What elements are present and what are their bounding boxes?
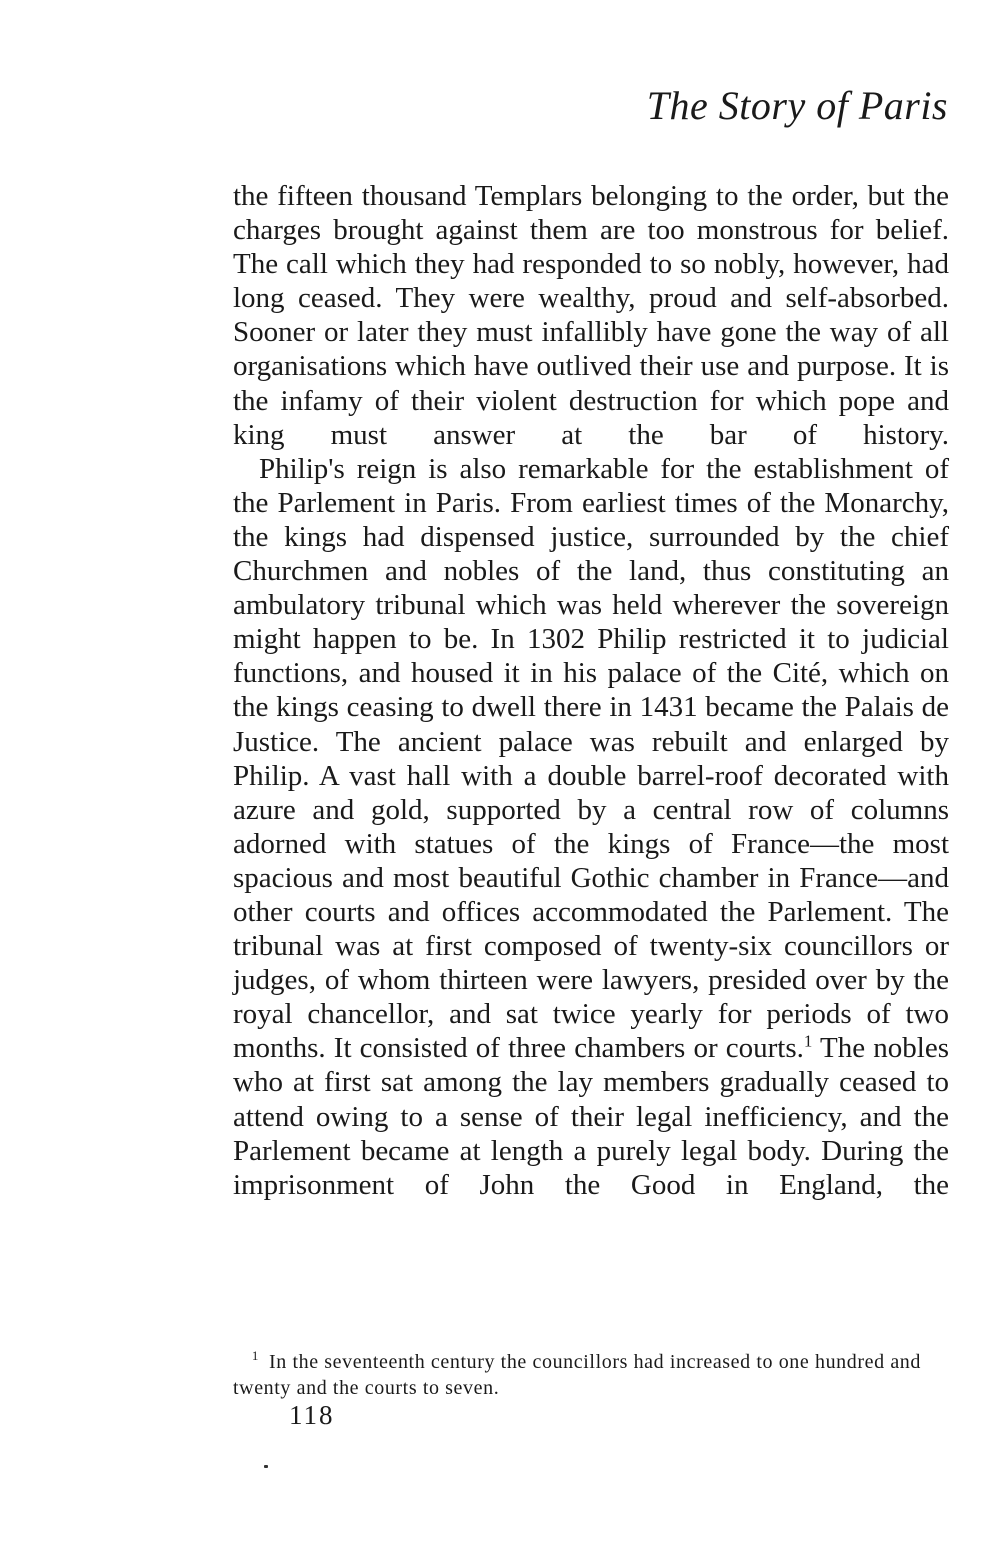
footnote-reference: 1 [803,1031,813,1051]
page-number: 118 [289,1400,335,1430]
paragraph-parlement-text-after-note: The nobles who at first sat among the lay members gradually ceased to attend owing to a sense of their legal inefficiency, and the Parlement became at length a purely legal body. During the imprisonment of John the Good in England, the [233,1032,949,1201]
paragraph-parlement [233,452,949,1202]
footnote-text: In the seventeenth century the councillors had increased to one hundred and twenty and the courts to seven. [233,1351,922,1399]
paragraph-parlement-text-before-note: Philip's reign is also remarkable for the establishment of the Parlement in Paris. From earliest times of the Monarchy, the kings had dispensed justice, surrounded by the chief Churchmen and nobles of the land, thus constituting an ambulatory tribunal which was held wherever the sovereign might happen to be. In 1302 Philip restricted it to judicial functions, and housed it in his palace of the Cité, which on the kings ceasing to dwell there in 1431 became the Palais de Justice. The ancient palace was rebuilt and enlarged by Philip. A vast hall with a double barrel-roof decorated with azure and gold, supported by a central row of columns adorned with statues of the kings of France—the most spacious and most beautiful Gothic chamber in France—and other courts and offices accommodated the Parlement. The tribunal was at first composed of twenty-six councillors or judges, of whom thirteen were lawyers, presided over by the royal chancellor, and sat twice yearly for periods of two months. It consisted of three chambers or courts. [233,452,949,1065]
body-text [233,179,949,1202]
footnote: 1 In the seventeenth century the councillors had increased to one hundred and twenty and the courts to seven. [233,1348,922,1399]
ink-speck [264,1465,268,1468]
paragraph-templars: the fifteen thousand Templars belonging to the order, but the charges brought against them are too monstrous for belief. The call which they had responded to so nobly, however, had long ceased. They were wealthy, proud and self-absorbed. Sooner or later they must infallibly have gone the way of all organisations which have outlived their use and purpose. It is the infamy of their violent destruction for which pope and king must answer at the bar of history. [233,180,949,451]
running-head: The Story of Paris [646,83,948,128]
